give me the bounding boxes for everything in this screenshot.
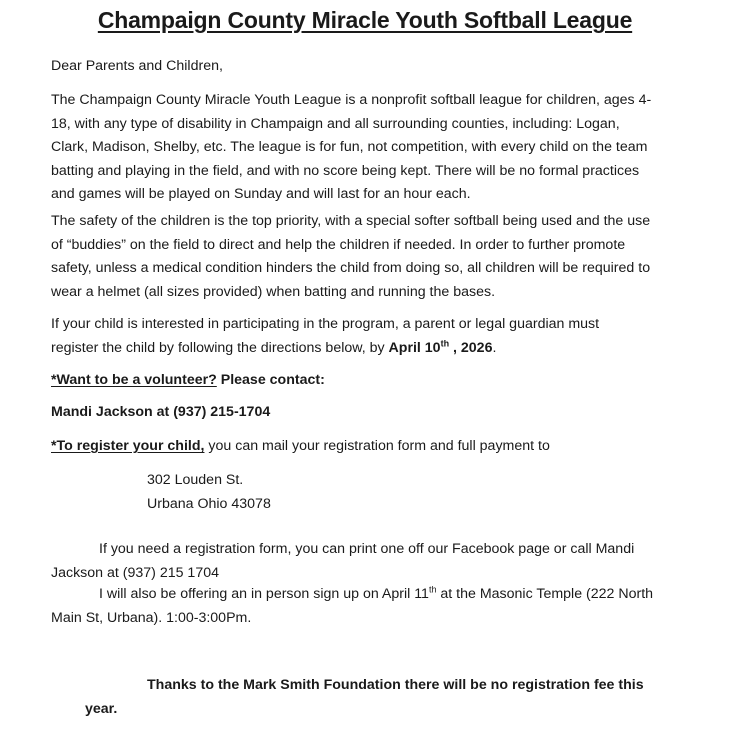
thanks-note: Thanks to the Mark Smith Foundation there will be no registration fee this year. — [85, 677, 644, 717]
interest-text: If your child is interested in participating in the program, a parent or legal guardian must register the child by following the directions below, by — [51, 316, 600, 356]
volunteer-heading: *Want to be a volunteer? Please contact: — [51, 372, 325, 388]
greeting: Dear Parents and Children, — [51, 58, 223, 74]
mailing-address-line1: 302 Louden St. — [147, 472, 244, 488]
intro-paragraph: The Champaign County Miracle Youth League is a nonprofit softball league for children, ages 4-18, with any type of disability in Champaign and all surrounding counties, including: Logan, Clark, Madison, Shelby, etc. The league is for fun, not competition, with every child on the team batting and playing in the field, and with no score being kept. There will be no formal practices and games will be played on Sunday and will last for an hour each. — [51, 92, 652, 202]
in-person-signup: I will also be offering an in person sign up on April 11th at the Masonic Temple (222 North Main St, Urbana). 1:00-3:00Pm. — [51, 584, 654, 626]
volunteer-question: *Want to be a volunteer? — [51, 372, 217, 388]
mailing-address-line2: Urbana Ohio 43078 — [147, 496, 271, 512]
page-title: Champaign County Miracle Youth Softball League — [97, 7, 633, 33]
register-instructions: *To register your child, you can mail your registration form and full payment to — [51, 438, 550, 454]
volunteer-contact: Mandi Jackson at (937) 215-1704 — [51, 404, 271, 420]
register-heading: *To register your child, — [51, 438, 205, 454]
deadline-date: April 10th , 2026 — [388, 337, 493, 356]
registration-form-note: If you need a registration form, you can print one off our Facebook page or call Mandi Jackson at (937) 215 1704 — [51, 541, 635, 581]
interest-paragraph: If your child is interested in participating in the program, a parent or legal guardian must register the child by following the directions below, by April 10th , 2026. — [51, 316, 600, 356]
safety-paragraph: The safety of the children is the top priority, with a special softer softball being used and the use of “buddies” on the field to direct and help the children if needed. In order to further promote safety, unless a medical condition hinders the child from doing so, all children will be required to wear a helmet (all sizes provided) when batting and running the bases. — [51, 213, 651, 300]
